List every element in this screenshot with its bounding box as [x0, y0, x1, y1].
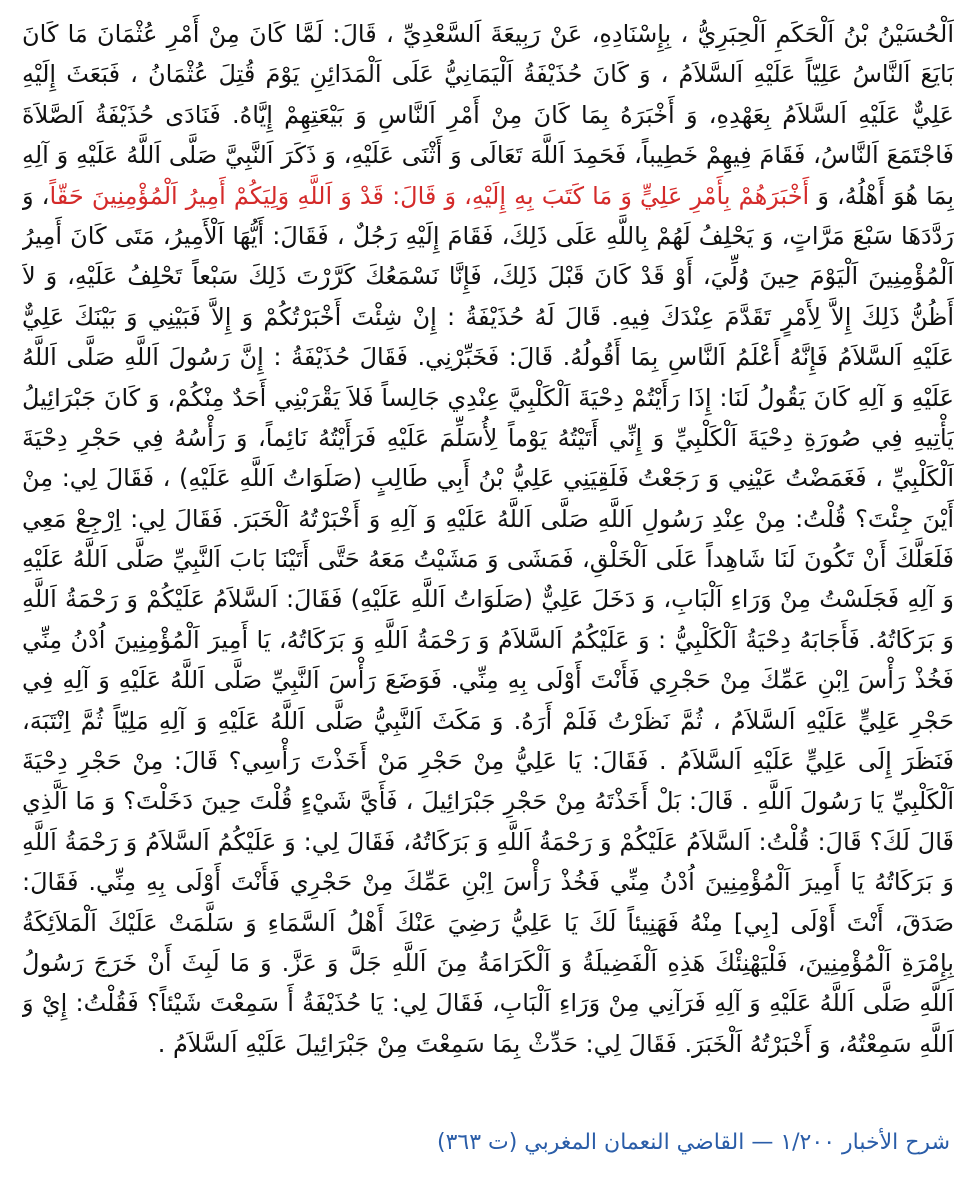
- hadith-text-part-2: ، وَ رَدَّدَهَا سَبْعَ مَرَّاتٍ، وَ يَحْلِفُ لَهُمْ بِاللَّهِ عَلَى ذَلِكَ، فَقَامَ إِلَيْهِ رَجُلٌ ، فَقَالَ: أَيُّهَا اَلْأَمِيرُ، مَتَى كَانَ أَمِيرُ اَلْمُؤْمِنِينَ اَلْيَوْمَ حِينَ وُلِّيَ، أَوْ قَدْ كَانَ قَبْلَ ذَلِكَ، فَإِنَّا نَسْمَعُكَ كَرَّرْتَ ذَلِكَ سَبْعاً تَحْلِفُ عَلَيْهِ، وَ لاَ أَظُنُّ ذَلِكَ إِلاَّ لِأَمْرٍ تَقَدَّمَ عِنْدَكَ فِيهِ. قَالَ لَهُ حُذَيْفَةُ : إِنْ شِئْتَ أَخْبَرْتُكُمْ وَ إِلاَّ فَبَيْنِي وَ بَيْنَكَ عَلِيٌّ عَلَيْهِ اَلسَّلاَمُ فَإِنَّهُ أَعْلَمُ اَلنَّاسِ بِمَا أَقُولُهُ. قَالَ: فَخَبِّرْنِي. فَقَالَ حُذَيْفَةُ : إِنَّ رَسُولَ اَللَّهِ صَلَّى اَللَّهُ عَلَيْهِ وَ آلِهِ كَانَ يَقُولُ لَنَا: إِذَا رَأَيْتُمْ دِحْيَةَ اَلْكَلْبِيَّ عِنْدِي جَالِساً فَلاَ يَقْرَبْنِي أَحَدٌ مِنْكُمْ، وَ كَانَ جَبْرَائِيلُ يَأْتِيهِ فِي صُورَةِ دِحْيَةَ اَلْكَلْبِيِّ وَ إِنِّي أَتَيْتُهُ يَوْماً لِأُسَلِّمَ عَلَيْهِ فَرَأَيْتُهُ نَائِماً، وَ رَأْسُهُ فِي حَجْرِ دِحْيَةَ اَلْكَلْبِيِّ ، فَغَمَضْتُ عَيْنِي وَ رَجَعْتُ فَلَقِيَنِي عَلِيُّ بْنُ أَبِي طَالِبٍ (صَلَوَاتُ اَللَّهِ عَلَيْهِ) ، فَقَالَ لِي: مِنْ أَيْنَ جِئْتَ؟ قُلْتُ: مِنْ عِنْدِ رَسُولِ اَللَّهِ صَلَّى اَللَّهُ عَلَيْهِ وَ آلِهِ وَ أَخْبَرْتُهُ اَلْخَبَرَ. فَقَالَ لِي: اِرْجِعْ مَعِي فَلَعَلَّكَ أَنْ تَكُونَ لَنَا شَاهِداً عَلَى اَلْخَلْقِ، فَمَشَى وَ مَشَيْتُ مَعَهُ حَتَّى أَتَيْنَا بَابَ اَلنَّبِيِّ صَلَّى اَللَّهُ عَلَيْهِ وَ آلِهِ فَجَلَسْتُ مِنْ وَرَاءِ اَلْبَابِ، وَ دَخَلَ عَلِيٌّ (صَلَوَاتُ اَللَّهِ عَلَيْهِ) فَقَالَ: اَلسَّلاَمُ عَلَيْكُمْ وَ رَحْمَةُ اَللَّهِ وَ بَرَكَاتُهُ. فَأَجَابَهُ دِحْيَةُ اَلْكَلْبِيُّ : وَ عَلَيْكُمُ اَلسَّلاَمُ وَ رَحْمَةُ اَللَّهِ وَ بَرَكَاتُهُ، يَا أَمِيرَ اَلْمُؤْمِنِينَ اُدْنُ مِنِّي فَخُذْ رَأْسَ اِبْنِ عَمِّكَ مِنْ حَجْرِي فَأَنْتَ أَوْلَى بِهِ مِنِّي. فَوَضَعَ رَأْسَ اَلنَّبِيِّ صَلَّى اَللَّهُ عَلَيْهِ وَ آلِهِ فِي حَجْرِ عَلِيٍّ عَلَيْهِ اَلسَّلاَمُ ، ثُمَّ نَظَرْتُ فَلَمْ أَرَهُ. وَ مَكَثَ اَلنَّبِيُّ صَلَّى اَللَّهُ عَلَيْهِ وَ آلِهِ مَلِيّاً ثُمَّ اِنْتَبَهَ، فَنَظَرَ إِلَى عَلِيٍّ عَلَيْهِ اَلسَّلاَمُ . فَقَالَ: يَا عَلِيُّ مِنْ حَجْرِ مَنْ أَخَذْتَ رَأْسِي؟ قَالَ: مِنْ حَجْرِ دِحْيَةَ اَلْكَلْبِيِّ يَا رَسُولَ اَللَّهِ . قَالَ: بَلْ أَخَذْتَهُ مِنْ حَجْرِ جَبْرَائِيلَ ، فَأَيَّ شَيْءٍ قُلْتَ حِينَ دَخَلْتَ؟ وَ مَا اَلَّذِي قَالَ لَكَ؟ قَالَ: قُلْتُ: اَلسَّلاَمُ عَلَيْكُمْ وَ رَحْمَةُ اَللَّهِ وَ بَرَكَاتُهُ، فَقَالَ لِي: وَ عَلَيْكُمُ اَلسَّلاَمُ وَ رَحْمَةُ اَللَّهِ وَ بَرَكَاتُهُ يَا أَمِيرَ اَلْمُؤْمِنِينَ اُدْنُ مِنِّي فَخُذْ رَأْسَ اِبْنِ عَمِّكَ مِنْ حَجْرِي فَأَنْتَ أَوْلَى بِهِ مِنِّي. فَقَالَ: صَدَقَ، أَنْتَ أَوْلَى [بِي] مِنْهُ فَهَنِيئاً لَكَ يَا عَلِيُّ رَضِيَ عَنْكَ أَهْلُ اَلسَّمَاءِ وَ سَلَّمَتْ عَلَيْكَ اَلْمَلاَئِكَةُ بِإِمْرَةِ اَلْمُؤْمِنِينَ، فَلْيَهْنِئْكَ هَذِهِ اَلْفَضِيلَةُ وَ اَلْكَرَامَةُ مِنَ اَللَّهِ جَلَّ وَ عَزَّ. وَ مَا لَبِثَ أَنْ خَرَجَ رَسُولُ اَللَّهِ صَلَّى اَللَّهُ عَلَيْهِ وَ آلِهِ فَرَآنِي مِنْ وَرَاءِ اَلْبَابِ، فَقَالَ لِي: يَا حُذَيْفَةُ أَ سَمِعْتَ شَيْئاً؟ فَقُلْتُ: إِيْ وَ اَللَّهِ سَمِعْتُهُ، وَ أَخْبَرْتُهُ اَلْخَبَرَ. فَقَالَ لِي: حَدِّثْ بِمَا سَمِعْتَ مِنْ جَبْرَائِيلَ عَلَيْهِ اَلسَّلاَمُ .: [22, 181, 954, 1058]
- hadith-text: [22, 14, 954, 1094]
- hadith-text-part-1: اَلْحُسَيْنُ بْنُ اَلْحَكَمِ اَلْحِبَرِيُّ ، بِإِسْنَادِهِ، عَنْ رَبِيعَةَ اَلسَّعْدِيِّ ، قَالَ: لَمَّا كَانَ مِنْ أَمْرِ عُثْمَانَ مَا كَانَ بَايَعَ اَلنَّاسُ عَلِيّاً عَلَيْهِ اَلسَّلاَمُ ، وَ كَانَ حُذَيْفَةُ اَلْيَمَانِيُّ عَلَى اَلْمَدَائِنِ يَوْمَ قُتِلَ عُثْمَانُ ، فَبَعَثَ إِلَيْهِ عَلِيٌّ عَلَيْهِ اَلسَّلاَمُ بِعَهْدِهِ، وَ أَخْبَرَهُ بِمَا كَانَ مِنْ أَمْرِ اَلنَّاسِ وَ بَيْعَتِهِمْ إِيَّاهُ. فَنَادَى حُذَيْفَةُ اَلصَّلاَةَ فَاجْتَمَعَ اَلنَّاسُ، فَقَامَ فِيهِمْ خَطِيباً، فَحَمِدَ اَللَّهَ تَعَالَى وَ أَثْنَى عَلَيْهِ، وَ ذَكَرَ اَلنَّبِيَّ صَلَّى اَللَّهُ عَلَيْهِ وَ آلِهِ بِمَا هُوَ أَهْلُهُ، وَ: [22, 20, 954, 210]
- highlighted-phrase: أَخْبَرَهُمْ بِأَمْرِ عَلِيٍّ وَ مَا كَتَبَ بِهِ إِلَيْهِ، وَ قَالَ: قَدْ وَ اَللَّهِ وَلِيَكُمْ أَمِيرُ اَلْمُؤْمِنِينَ حَقّاً: [49, 181, 810, 210]
- source-citation: شرح الأخبار ١/٢٠٠ — القاضي النعمان المغربي (ت ٣٦٣): [436, 1130, 950, 1155]
